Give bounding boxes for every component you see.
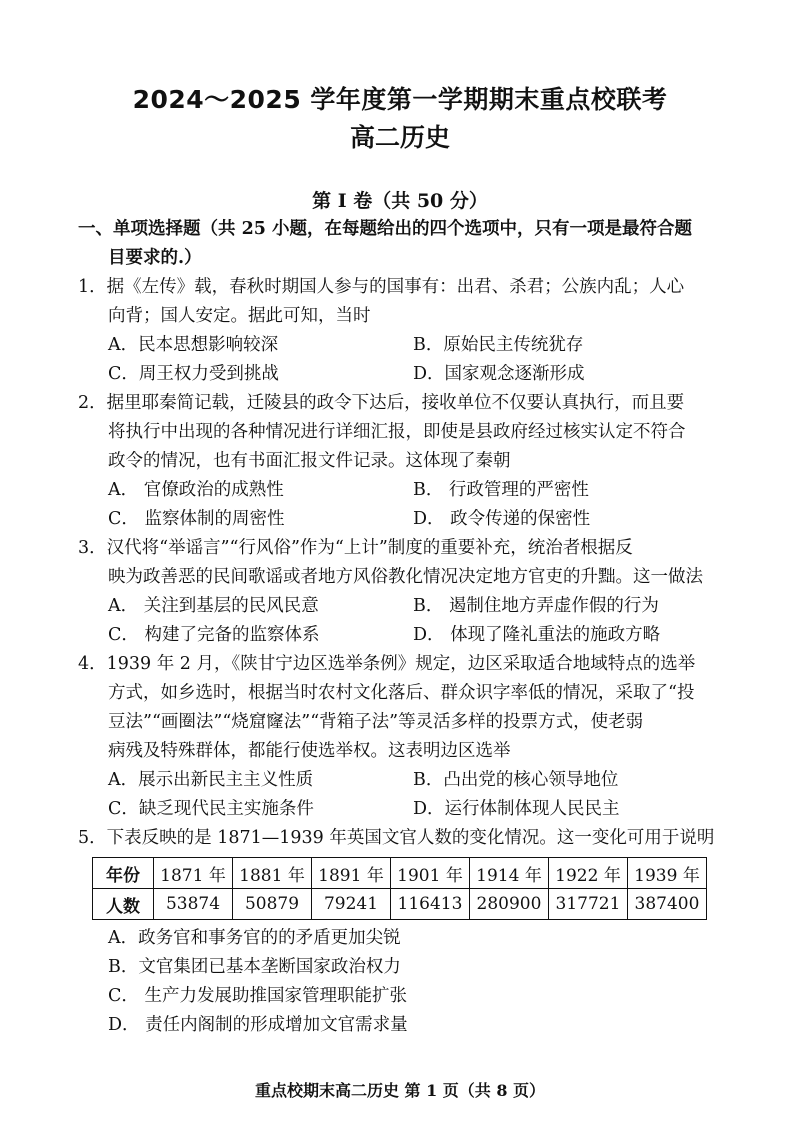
- question-text: 4．1939 年 2 月，《陕甘宁边区选举条例》规定，边区采取适合地域特点的选举: [78, 654, 696, 674]
- question-text: 3．汉代将“举谣言”“行风俗”作为“上计”制度的重要补充，统治者根据反: [78, 538, 633, 558]
- civil-servant-table: [92, 857, 707, 920]
- option-d: D． 政令传递的保密性: [413, 509, 591, 529]
- table-cell: 1939 年: [628, 858, 707, 889]
- question-4: [78, 650, 718, 824]
- table-cell: 79241: [312, 889, 391, 920]
- question-text: 1．据《左传》载，春秋时期国人参与的国事有：出君、杀君；公族内乱；人心: [78, 277, 685, 297]
- table-cell: 1914 年: [470, 858, 549, 889]
- option-b: B．原始民主传统犹存: [413, 335, 584, 355]
- option-b: B．文官集团已基本垄断国家政治权力: [108, 957, 401, 977]
- question-5: [78, 824, 718, 1040]
- option-d: D．运行体制体现人民民主: [413, 799, 620, 819]
- table-cell: 53874: [154, 889, 233, 920]
- row-header-year: 年份: [93, 858, 154, 889]
- question-text: 方式，如乡选时，根据当时农村文化落后、群众识字率低的情况，采取了“投: [108, 683, 695, 703]
- row-header-count: 人数: [93, 889, 154, 920]
- table-cell: 50879: [233, 889, 312, 920]
- question-text: 向背；国人安定。据此可知，当时: [108, 306, 371, 326]
- question-1: [78, 273, 718, 389]
- option-c: C．缺乏现代民主实施条件: [108, 799, 314, 819]
- option-a: A． 关注到基层的民风民意: [108, 596, 319, 616]
- option-b: B．凸出党的核心领导地位: [413, 770, 619, 790]
- option-a: A．政务官和事务官的的矛盾更加尖锐: [108, 928, 401, 948]
- table-cell: 317721: [549, 889, 628, 920]
- table-cell: 1891 年: [312, 858, 391, 889]
- table-cell: 387400: [628, 889, 707, 920]
- option-c: C． 构建了完备的监察体系: [108, 625, 320, 645]
- option-d: D． 体现了隆礼重法的施政方略: [413, 625, 661, 645]
- table-cell: 1871 年: [154, 858, 233, 889]
- section-instruction-cont: 目要求的.）: [108, 248, 202, 268]
- option-b: B． 遏制住地方弄虚作假的行为: [413, 596, 659, 616]
- option-c: C． 生产力发展助推国家管理职能扩张: [108, 986, 407, 1006]
- table-cell: 116413: [391, 889, 470, 920]
- option-c: C． 监察体制的周密性: [108, 509, 285, 529]
- question-text: 2．据里耶秦简记载，迁陵县的政令下达后，接收单位不仅要认真执行，而且要: [78, 393, 685, 413]
- table-cell: 1922 年: [549, 858, 628, 889]
- option-a: A．民本思想影响较深: [108, 335, 279, 355]
- option-b: B． 行政管理的严密性: [413, 480, 589, 500]
- question-text: 映为政善恶的民间歌谣或者地方风俗教化情况决定地方官吏的升黜。这一做法: [108, 567, 703, 587]
- question-text: 5．下表反映的是 1871—1939 年英国文官人数的变化情况。这一变化可用于说明: [78, 828, 715, 848]
- question-text: 豆法”“画圈法”“烧窟窿法”“背箱子法”等灵活多样的投票方式，使老弱: [108, 712, 644, 732]
- table-cell: 1901 年: [391, 858, 470, 889]
- question-text: 将执行中出现的各种情况进行详细汇报，即使是县政府经过核实认定不符合: [108, 422, 686, 442]
- question-text: 病残及特殊群体，都能行使选举权。这表明边区选举: [108, 741, 511, 761]
- question-3: [78, 534, 718, 650]
- option-c: C．周王权力受到挑战: [108, 364, 279, 384]
- question-2: [78, 389, 718, 534]
- question-text: 政令的情况，也有书面汇报文件记录。这体现了秦朝: [108, 451, 511, 471]
- table-row: [93, 889, 707, 920]
- page-footer: 重点校期末高二历史 第 1 页（共 8 页）: [254, 1081, 546, 1100]
- table-row: [93, 858, 707, 889]
- volume-heading: 第 Ⅰ 卷（共 50 分）: [312, 190, 488, 212]
- option-a: A．展示出新民主主义性质: [108, 770, 314, 790]
- section-instruction: 一、单项选择题（共 25 小题，在每题给出的四个选项中，只有一项是最符合题: [78, 219, 693, 239]
- option-d: D．国家观念逐渐形成: [413, 364, 585, 384]
- option-a: A． 官僚政治的成熟性: [108, 480, 284, 500]
- exam-subject: 高二历史: [349, 123, 450, 152]
- table-cell: 1881 年: [233, 858, 312, 889]
- question-content: [78, 215, 718, 1040]
- table-cell: 280900: [470, 889, 549, 920]
- exam-title: 2024～2025 学年度第一学期期末重点校联考: [132, 85, 668, 114]
- option-d: D． 责任内阁制的形成增加文官需求量: [108, 1015, 408, 1035]
